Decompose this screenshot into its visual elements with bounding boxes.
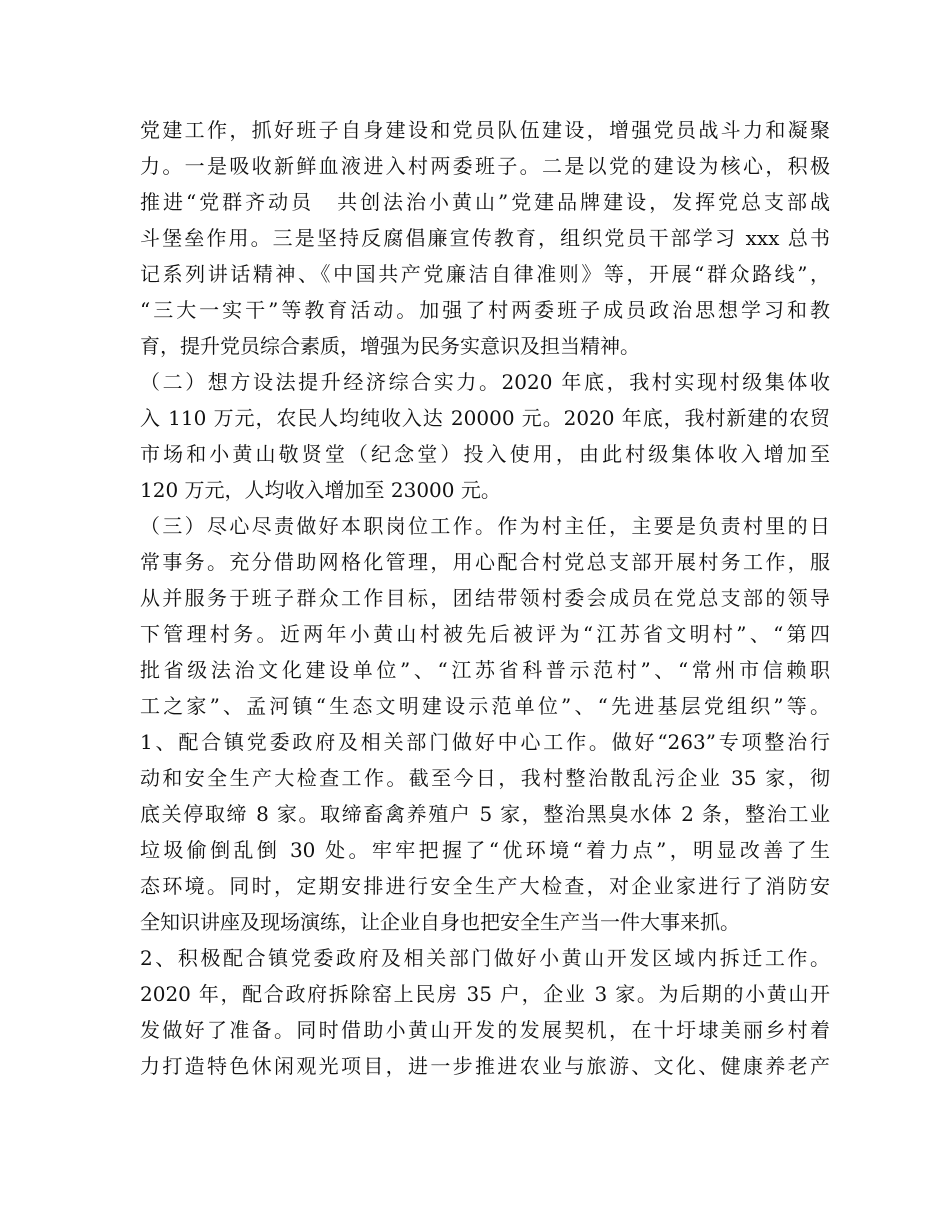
text-line: “三大一实干”等教育活动。加强了村两委班子成员政治思想学习和教 bbox=[140, 298, 830, 322]
text-line: 力打造特色休闲观光项目，进一步推进农业与旅游、文化、健康养老产 bbox=[140, 1054, 830, 1078]
text-line: 力。一是吸收新鲜血液进入村两委班子。二是以党的建设为核心，积极 bbox=[140, 154, 830, 178]
text-line: 育，提升党员综合素质，增强为民务实意识及担当精神。 bbox=[140, 334, 640, 358]
text-line: 工之家”、孟河镇“生态文明建设示范单位”、“先进基层党组织”等。 bbox=[140, 694, 830, 718]
text-line: 1、配合镇党委政府及相关部门做好中心工作。做好“263”专项整治行 bbox=[140, 730, 830, 754]
text-line: （三）尽心尽责做好本职岗位工作。作为村主任，主要是负责村里的日 bbox=[140, 514, 830, 538]
text-line: 2020 年，配合政府拆除窑上民房 35 户，企业 3 家。为后期的小黄山开 bbox=[140, 982, 830, 1006]
text-line: 批省级法治文化建设单位”、“江苏省科普示范村”、“常州市信赖职 bbox=[140, 658, 830, 682]
text-line: 底关停取缔 8 家。取缔畜禽养殖户 5 家，整治黑臭水体 2 条，整治工业 bbox=[140, 802, 830, 826]
text-line: 从并服务于班子群众工作目标，团结带领村委会成员在党总支部的领导 bbox=[140, 586, 830, 610]
text-line: 斗堡垒作用。三是坚持反腐倡廉宣传教育，组织党员干部学习 xxx 总书 bbox=[140, 226, 830, 250]
text-line: 垃圾偷倒乱倒 30 处。牢牢把握了“优环境“着力点”，明显改善了生 bbox=[140, 838, 830, 862]
text-line: 2、积极配合镇党委政府及相关部门做好小黄山开发区域内拆迁工作。 bbox=[140, 946, 830, 970]
text-line: 入 110 万元，农民人均纯收入达 20000 元。2020 年底，我村新建的农贸 bbox=[140, 406, 830, 430]
text-line: 120 万元，人均收入增加至 23000 元。 bbox=[140, 478, 501, 502]
text-line: 态环境。同时，定期安排进行安全生产大检查，对企业家进行了消防安 bbox=[140, 874, 830, 898]
text-line: 记系列讲话精神、《中国共产党廉洁自律准则》等，开展“群众路线”， bbox=[140, 262, 830, 286]
document-body bbox=[140, 112, 830, 1084]
text-line: 党建工作，抓好班子自身建设和党员队伍建设，增强党员战斗力和凝聚 bbox=[140, 118, 830, 142]
text-line: 推进“党群齐动员 共创法治小黄山”党建品牌建设，发挥党总支部战 bbox=[140, 190, 830, 214]
text-line: 市场和小黄山敬贤堂（纪念堂）投入使用，由此村级集体收入增加至 bbox=[140, 442, 830, 466]
text-line: 发做好了准备。同时借助小黄山开发的发展契机，在十圩埭美丽乡村着 bbox=[140, 1018, 830, 1042]
text-line: 全知识讲座及现场演练，让企业自身也把安全生产当一件大事来抓。 bbox=[140, 910, 740, 934]
text-line: 下管理村务。近两年小黄山村被先后被评为“江苏省文明村”、“第四 bbox=[140, 622, 830, 646]
text-line: 常事务。充分借助网格化管理，用心配合村党总支部开展村务工作，服 bbox=[140, 550, 830, 574]
text-line: 动和安全生产大检查工作。截至今日，我村整治散乱污企业 35 家，彻 bbox=[140, 766, 830, 790]
text-line: （二）想方设法提升经济综合实力。2020 年底，我村实现村级集体收 bbox=[140, 370, 830, 394]
